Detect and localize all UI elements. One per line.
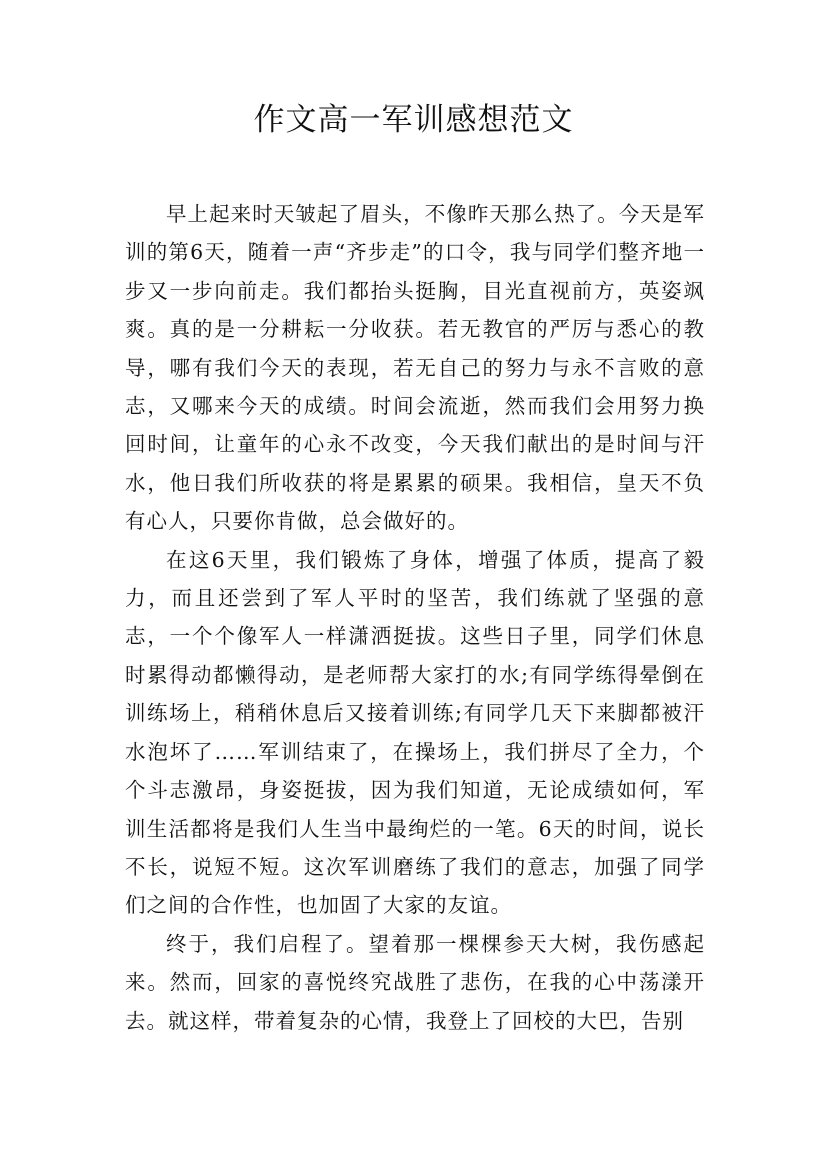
paragraph-1: 早上起来时天皱起了眉头，不像昨天那么热了。今天是军训的第6天，随着一声“齐步走”的口令，我与同学们整齐地一步又一步向前走。我们都抬头挺胸，目光直视前方，英姿飒爽。真的是一分耕耘一分收获。若无教官的严厉与悉心的教导，哪有我们今天的表现，若无自己的努力与永不言败的意志，又哪来今天的成绩。时间会流逝，然而我们会用努力换回时间，让童年的心永不改变，今天我们献出的是时间与汗水，他日我们所收获的将是累累的硕果。我相信，皇天不负有心人，只要你肯做，总会做好的。: [125, 202, 705, 534]
paragraph-3: 终于，我们启程了。望着那一棵棵参天大树，我伤感起来。然而，回家的喜悦终究战胜了悲伤，在我的心中荡漾开去。就这样，带着复杂的心情，我登上了回校的大巴，告别: [125, 931, 705, 1033]
document-body: [125, 195, 705, 1040]
document-title: 作文高一军训感想范文: [253, 102, 574, 138]
paragraph-2: 在这6天里，我们锻炼了身体，增强了体质，提高了毅力，而且还尝到了军人平时的坚苦，我们练就了坚强的意志，一个个像军人一样潇洒挺拔。这些日子里，同学们休息时累得动都懒得动，是老师帮大家打的水;有同学练得晕倒在训练场上，稍稍休息后又接着训练;有同学几天下来脚都被汗水泡坏了……军训结束了，在操场上，我们拼尽了全力，个个斗志激昂，身姿挺拔，因为我们知道，无论成绩如何，军训生活都将是我们人生当中最绚烂的一笔。6天的时间，说长不长，说短不短。这次军训磨练了我们的意志，加强了同学们之间的合作性，也加固了大家的友谊。: [125, 547, 705, 918]
